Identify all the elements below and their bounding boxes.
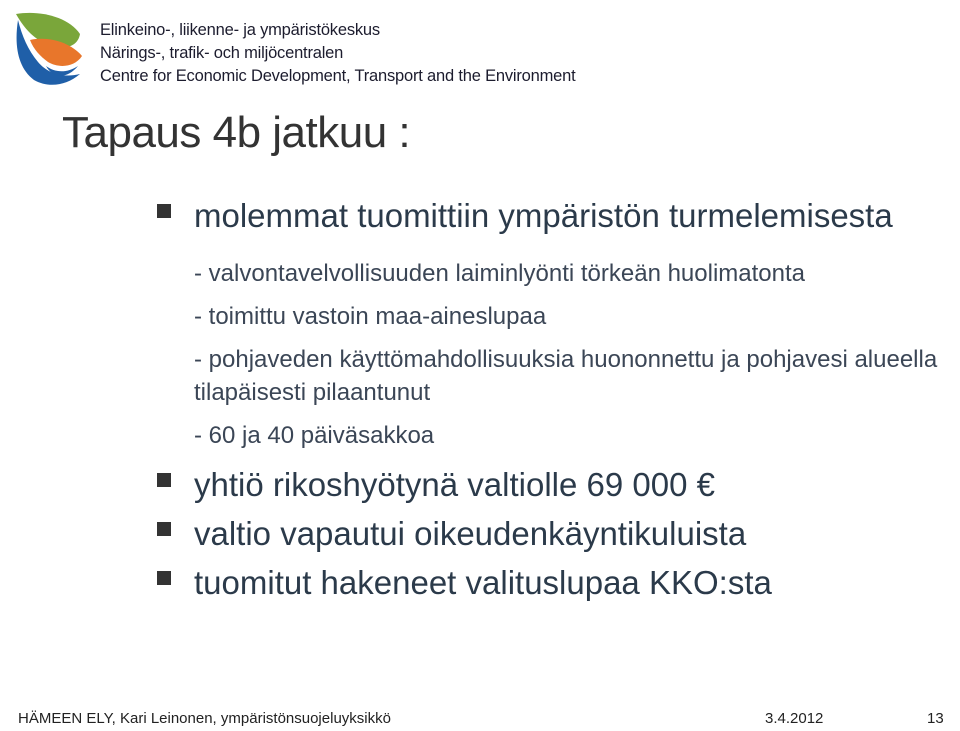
- sub-item: - pohjaveden käyttömahdollisuuksia huononnettu ja pohjavesi alueella tilapäisesti pilaantunut: [194, 346, 938, 406]
- slide-content: [157, 196, 947, 603]
- slide-title: Tapaus 4b jatkuu :: [62, 108, 411, 157]
- bullet-text: valtio vapautui oikeudenkäyntikuluista: [194, 515, 747, 552]
- sub-item: - 60 ja 40 päiväsakkoa: [194, 422, 435, 449]
- org-name-finnish: Elinkeino-, liikenne- ja ympäristökeskus: [100, 21, 380, 39]
- sub-item: - toimittu vastoin maa-aineslupaa: [194, 303, 547, 330]
- square-bullet-icon: [157, 473, 171, 487]
- org-name-swedish: Närings-, trafik- och miljöcentralen: [100, 44, 344, 62]
- bullet-item: [157, 563, 947, 603]
- organization-names: [100, 19, 576, 88]
- header: [0, 0, 960, 90]
- square-bullet-icon: [157, 571, 171, 585]
- bullet-text: tuomitut hakeneet valituslupaa KKO:sta: [194, 564, 772, 601]
- square-bullet-icon: [157, 522, 171, 536]
- footer-date: 3.4.2012: [765, 710, 824, 727]
- page-number: 13: [927, 710, 944, 727]
- bullet-item: [157, 196, 947, 236]
- sub-item: - valvontavelvollisuuden laiminlyönti törkeän huolimatonta: [194, 260, 806, 287]
- bullet-text: molemmat tuomittiin ympäristön turmelemisesta: [194, 197, 893, 234]
- bullet-item: [157, 514, 947, 554]
- org-name-english: Centre for Economic Development, Transport and the Environment: [100, 67, 576, 85]
- square-bullet-icon: [157, 204, 171, 218]
- footer: [0, 707, 960, 731]
- bullet-item: [157, 465, 947, 505]
- footer-author: HÄMEEN ELY, Kari Leinonen, ympäristönsuojeluyksikkö: [18, 710, 391, 727]
- ely-logo-icon: [8, 6, 88, 86]
- bullet-text: yhtiö rikoshyötynä valtiolle 69 000 €: [194, 466, 715, 503]
